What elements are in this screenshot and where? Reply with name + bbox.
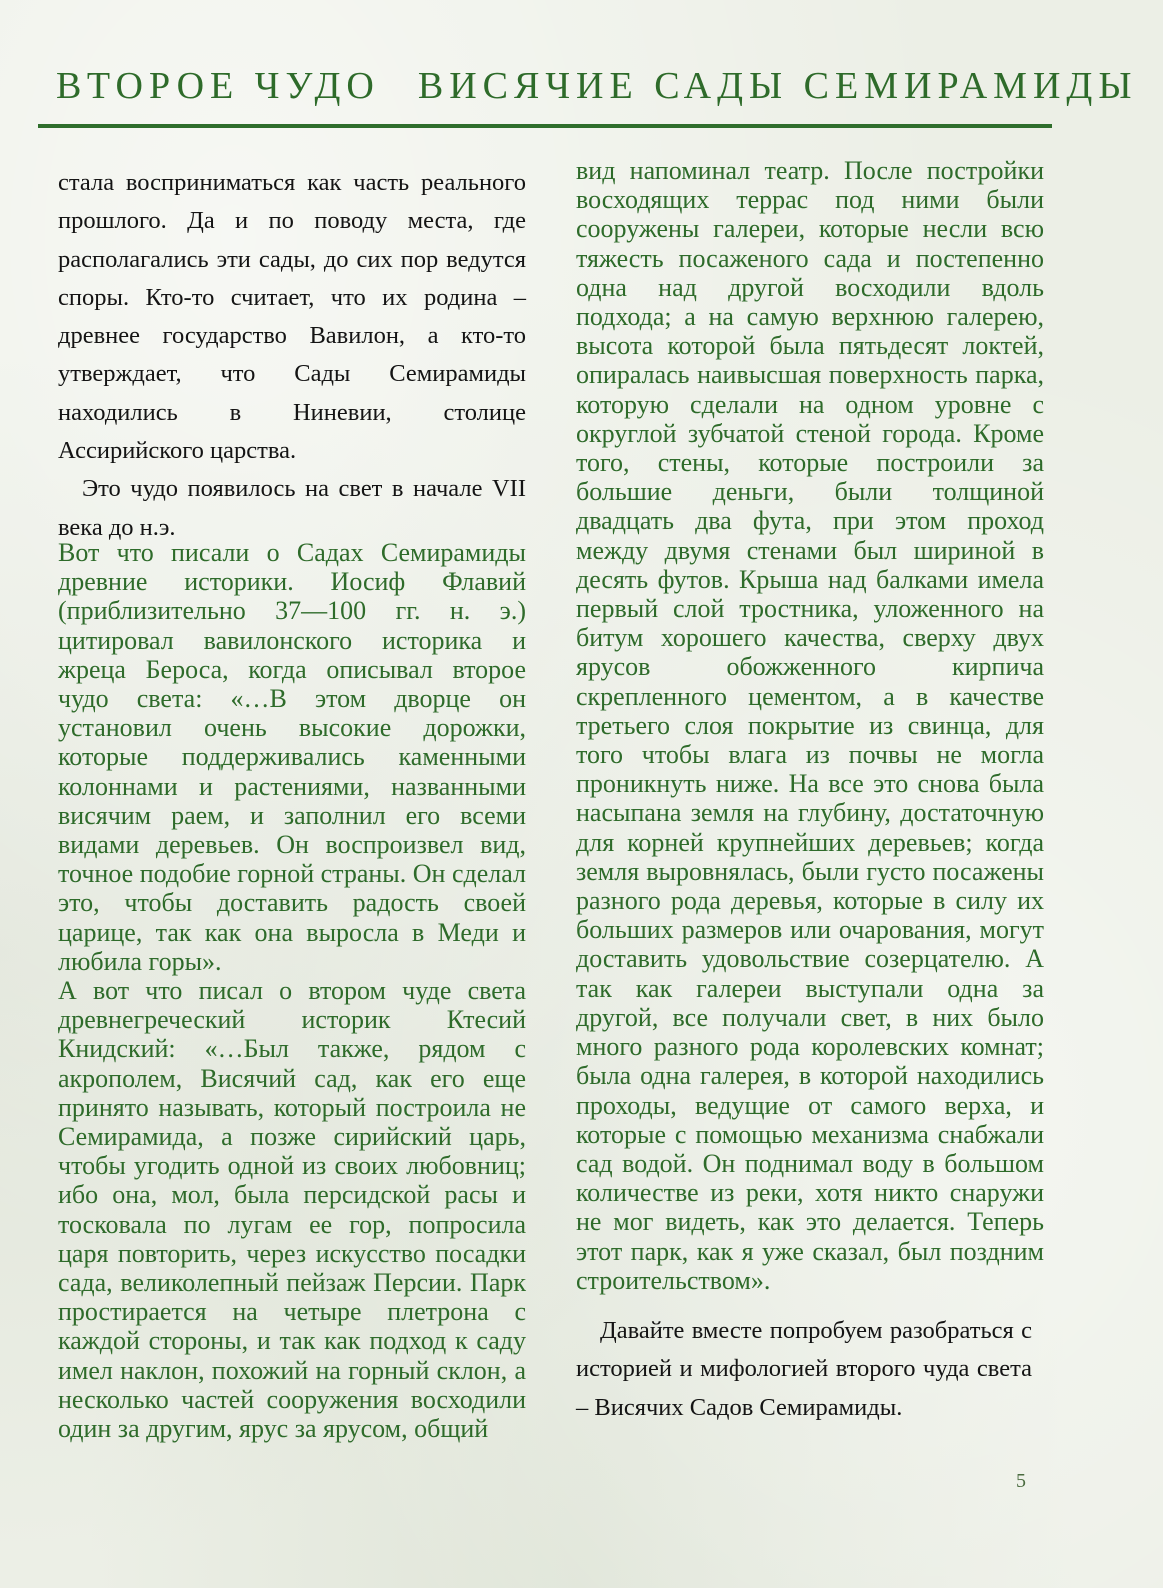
page-number: 5 (1016, 1470, 1026, 1492)
right-column-quote (576, 156, 1044, 1295)
chapter-label: ВТОРОЕ ЧУДО (56, 65, 380, 107)
quote-paragraph-2: А вот что писал о втором чуде света древнегреческий историк Ктесий Книдский: «…Был также, рядом с акрополем, Висячий сад, как его еще принято называть, который построила не Семирамида, а позже сирийский царь, чтобы угодить одной из своих любовниц; ибо она, мол, была персидской расы и тосковала по лугам ее гор, попросила царя повторить, через искусство посадки сада, великолепный пейзаж Персии. Парк простирается на четыре плетрона с каждой стороны, и так как подход к саду имел наклон, похожий на горный склон, а несколько частей сооружения восходили один за другим, ярус за ярусом, общий (58, 976, 526, 1444)
left-column-quotes (58, 538, 526, 1443)
quote-continuation: вид напоминал театр. После постройки восходящих террас под ними были сооружены галереи, которые несли всю тяжесть посаженого сада и постепенно одна над другой восходили вдоль подхода; а на самую верхнюю галерею, высота которой была пятьдесят локтей, опиралась наивысшая поверхность парка, которую сделали на одном уровне с округлой зубчатой стеной города. Кроме того, стены, которые построили за большие деньги, были толщиной двадцать два фута, при этом проход между двумя стенами был шириной в десять футов. Крыша над балками имела первый слой тростника, уложенного на битум хорошего качества, сверху двух ярусов обожженного кирпича скрепленного цементом, а в качестве третьего слоя покрытие из свинца, для того чтобы влага из почвы не могла проникнуть ниже. На все это снова была насыпана земля на глубину, достаточную для корней крупнейших деревьев; когда земля выровнялась, были густо посажены разного рода деревья, которые в силу их больших размеров или очарования, могут доставить удовольствие созерцателю. А так как галереи выступали одна за другой, все получали свет, в них было много разного рода королевских комнат; была одна галерея, в которой находились проходы, ведущие от самого верха, и которые с помощью механизма снабжали сад водой. Он поднимал воду в большом количестве из реки, хотя никто снаружи не мог видеть, как это делается. Теперь этот парк, как я уже сказал, был поздним строительством». (576, 156, 1044, 1295)
header-rule (38, 124, 1052, 128)
chapter-title: ВИСЯЧИЕ САДЫ СЕМИРАМИДЫ (417, 65, 1138, 107)
right-column-outro (576, 1312, 1032, 1427)
running-header (56, 64, 1138, 108)
intro-paragraph-1: стала восприниматься как часть реального прошлого. Да и по поводу места, где располагались эти сады, до сих пор ведутся споры. Кто-то считает, что их родина – древнее государство Вавилон, а кто-то утверждает, что Сады Семирамиды находились в Ниневии, столице Ассирийского царства. (58, 169, 526, 465)
left-column-intro (58, 164, 526, 547)
outro-paragraph: Давайте вместе попробуем разобраться с историей и мифологией второго чуда света – Висячих Садов Семирамиды. (576, 1317, 1032, 1421)
quote-paragraph-1: Вот что писали о Садах Семирамиды древние историки. Иосиф Флавий (приблизительно 37—100 гг. н. э.) цитировал вавилонского историка и жреца Бероса, когда описывал второе чудо света: «…В этом дворце он установил очень высокие дорожки, которые поддерживались каменными колоннами и растениями, названными висячим раем, и заполнил его всеми видами деревьев. Он воспроизвел вид, точное подобие горной страны. Он сделал это, чтобы доставить радость своей царице, так как она выросла в Меди и любила горы». (58, 538, 526, 976)
intro-paragraph-2: Это чудо появилось на свет в начале VII века до н.э. (58, 475, 526, 541)
